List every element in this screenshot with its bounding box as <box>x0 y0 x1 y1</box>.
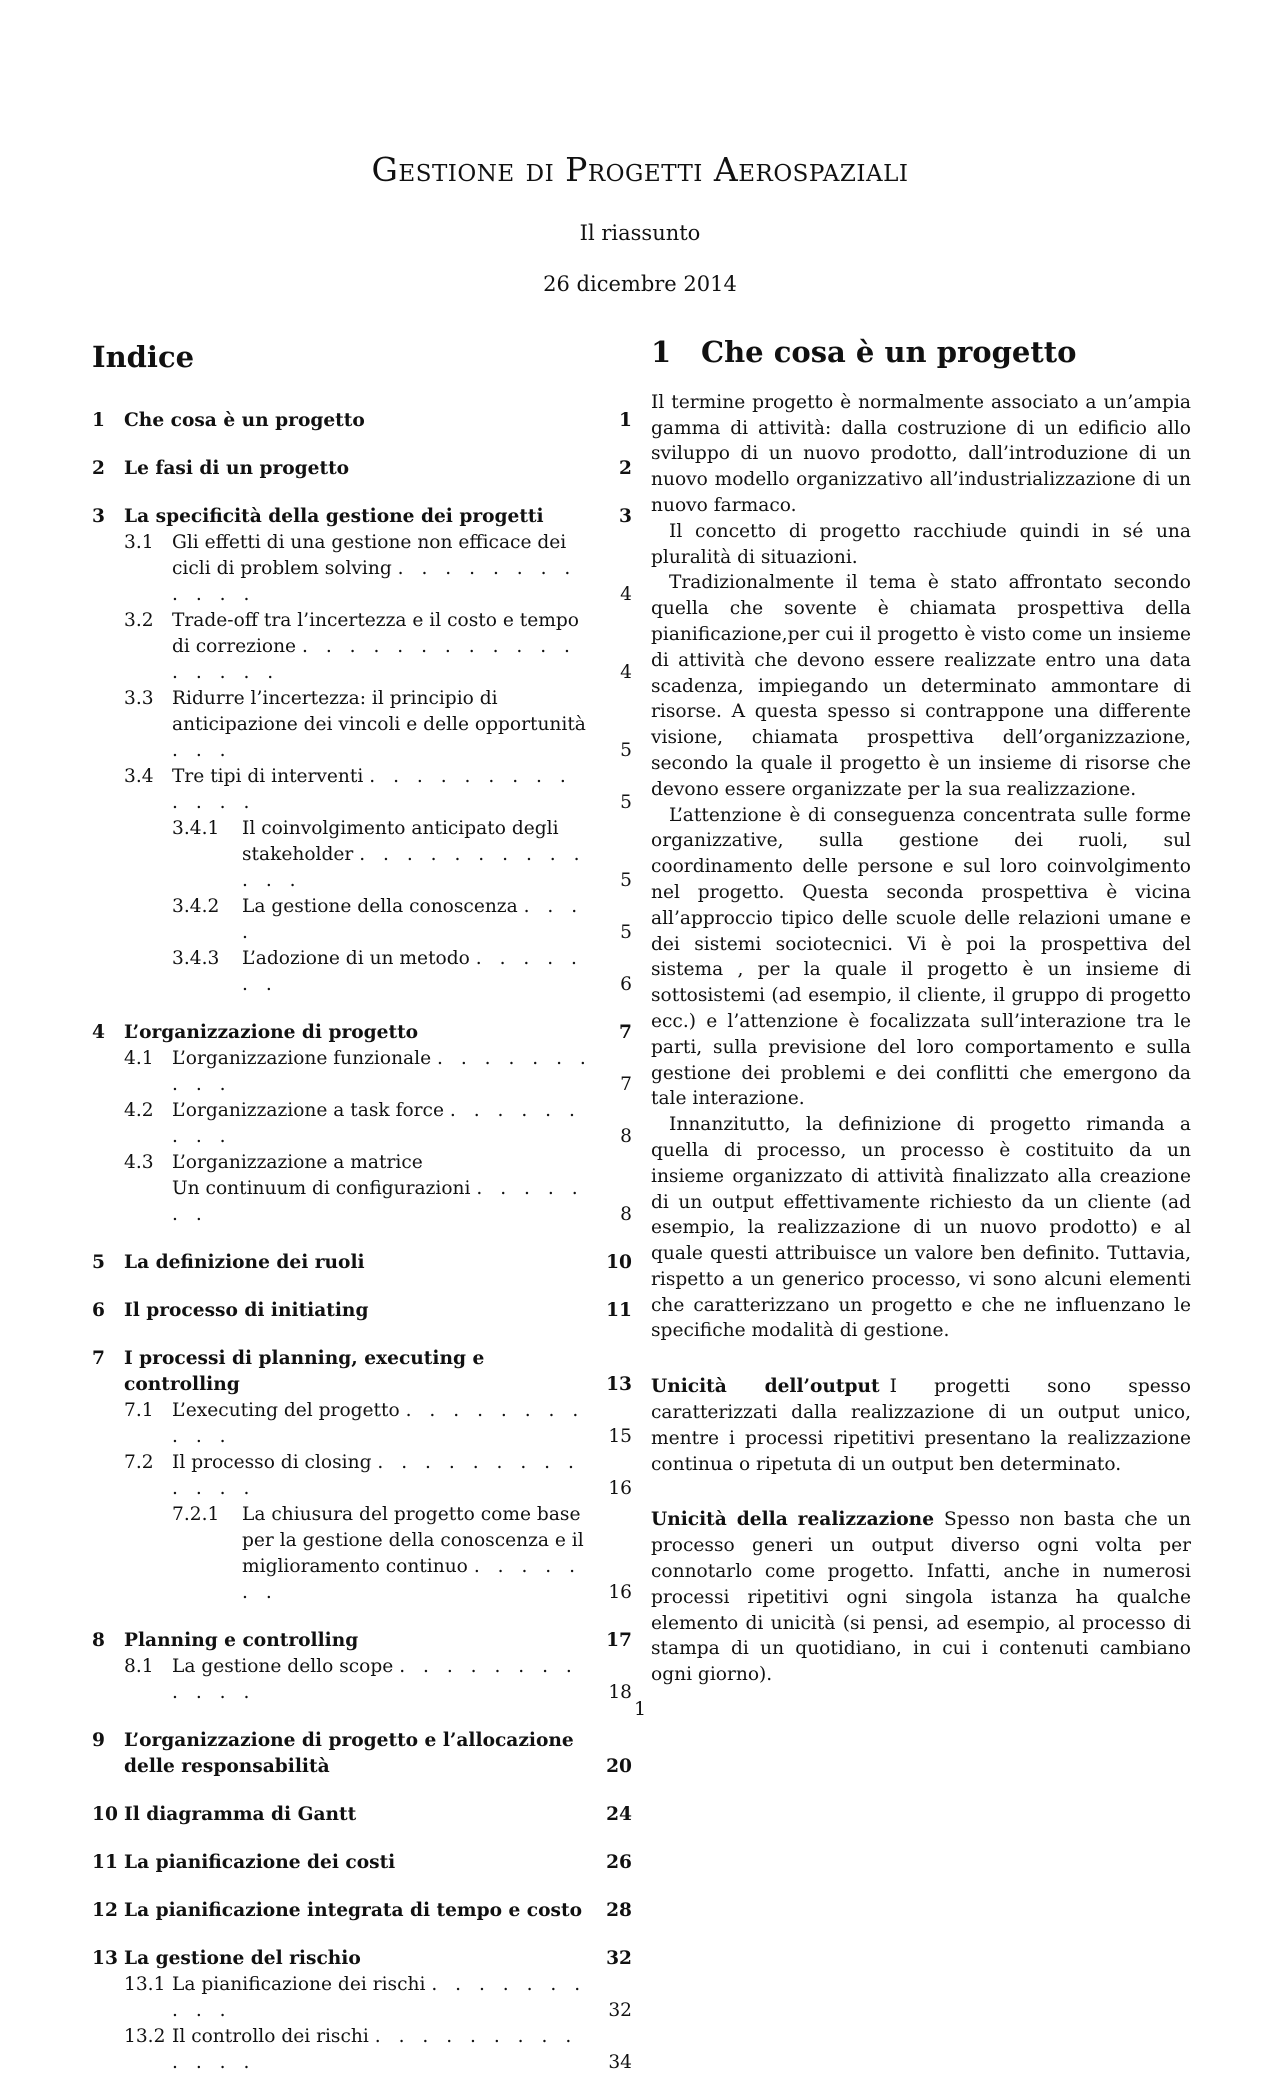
toc-subentry-title: Trade-off tra l’incertezza e il costo e tempo di correzione . . . . . . . . . . . . . . . . . <box>172 610 579 683</box>
toc-subsubentry-number: 7.2.1 <box>172 1504 220 1525</box>
toc-entry-title: I processi di planning, executing e controlling <box>124 1348 485 1395</box>
toc-subentry[interactable] <box>92 1450 632 1502</box>
toc-subentry-page: 5 <box>620 740 632 761</box>
toc-subsubentry-title: La gestione della conoscenza . . . . <box>242 896 584 943</box>
toc-entry-page: 11 <box>606 1300 632 1321</box>
toc-subentry[interactable] <box>92 530 632 608</box>
paragraph-heading: Unicità della realizzazione <box>651 1509 935 1531</box>
toc-entry-number: 8 <box>92 1630 105 1651</box>
toc-subentry[interactable] <box>92 686 632 764</box>
toc-entry-page: 24 <box>606 1804 632 1825</box>
toc-subentry-number: 3.1 <box>124 532 154 553</box>
toc-entry-number: 7 <box>92 1348 105 1369</box>
toc-subsubentry-title: La chiusura del progetto come base per la gestione della conoscenza e il miglioramento continuo . . . . . . . <box>242 1504 584 1603</box>
toc-entry-page: 7 <box>619 1022 632 1043</box>
toc-entry[interactable] <box>92 1298 632 1324</box>
toc-subentry-number: 13.1 <box>124 1974 166 1995</box>
toc-subentry[interactable] <box>92 608 632 686</box>
toc-entry[interactable] <box>92 1946 632 1972</box>
toc-entry[interactable] <box>92 408 632 434</box>
toc-entry-page: 32 <box>606 1948 632 1969</box>
paragraph: Tradizionalmente il tema è stato affrontato secondo quella che sovente è chiamata prospettiva della pianificazione,per cui il progetto è visto come un insieme di attività che devono essere realizzate entro una data scadenza, impiegando un determinato ammontare di risorse. A questa spesso si contrappone una differente visione, chiamata prospettiva dell’organizzazione, secondo la quale il progetto è un insieme di risorse che devono essere organizzate per la sua realizzazione. <box>651 572 1191 800</box>
toc-entry-page: 1 <box>619 410 632 431</box>
paragraph: L’attenzione è di conseguenza concentrata sulle forme organizzative, sulla gestione dei ruoli, sul coordinamento delle persone e sul loro coinvolgimento nel progetto. Questa seconda prospettiva è vicina all’approccio tipico delle scuole delle relazioni umane e dei sistemi sociotecnici. Vi è poi la prospettiva del sistema , per la quale il progetto è un insieme di sottosistemi (ad esempio, il cliente, il gruppo di progetto ecc.) e l’attenzione è focalizzata sull’interazione tra le parti, sulla previsione del loro comportamento e sulla gestione dei problemi e dei conflitti che emergono da tale interazione. <box>651 804 1191 1110</box>
toc-subentry[interactable] <box>92 2024 632 2076</box>
toc-entry-title: La pianificazione dei costi <box>124 1852 396 1873</box>
toc-subentry-number: 4.1 <box>124 1048 154 1069</box>
toc-subentry[interactable] <box>92 1150 632 1228</box>
toc-subentry-page: 8 <box>620 1126 632 1147</box>
toc-entry-page: 2 <box>619 458 632 479</box>
toc-entry-title: Le fasi di un progetto <box>124 458 350 479</box>
toc-entry[interactable] <box>92 1250 632 1276</box>
toc-entry-number: 3 <box>92 506 105 527</box>
toc-subentry-title: L’organizzazione funzionale . . . . . . . . . . <box>172 1048 592 1095</box>
toc-subsubentry-page: 5 <box>620 922 632 943</box>
toc-entry[interactable] <box>92 1728 632 1780</box>
toc-entry[interactable] <box>92 1802 632 1828</box>
toc-entry-title: Planning e controlling <box>124 1630 359 1651</box>
section-heading: 1 Che cosa è un progetto <box>651 335 1077 369</box>
toc-entry-page: 20 <box>606 1756 632 1777</box>
toc-subsubentry[interactable] <box>92 816 632 894</box>
toc-entry-number: 12 <box>92 1900 118 1921</box>
toc-subentry-page: 8 <box>620 1204 632 1225</box>
toc-entry-page: 10 <box>606 1252 632 1273</box>
toc-entry-number: 6 <box>92 1300 105 1321</box>
toc-subsubentry[interactable] <box>92 894 632 946</box>
toc-subentry-page: 7 <box>620 1074 632 1095</box>
document-date: 26 dicembre 2014 <box>543 272 737 296</box>
toc-subentry-page: 16 <box>608 1478 632 1499</box>
page-number: 1 <box>633 1698 647 1720</box>
toc-subentry-title: Il controllo dei rischi . . . . . . . . . . . . . <box>172 2026 578 2073</box>
document-title: Gestione di Progetti Aerospaziali <box>371 150 909 189</box>
toc-subentry-title: L’executing del progetto . . . . . . . . . . . <box>172 1400 585 1447</box>
toc-subsubentry-number: 3.4.2 <box>172 896 220 917</box>
toc-subentry-number: 13.2 <box>124 2026 166 2047</box>
toc-subentry[interactable] <box>92 1046 632 1098</box>
toc-subsubentry[interactable] <box>92 946 632 998</box>
section-1 <box>651 335 1191 1688</box>
toc-subentry-page: 4 <box>620 584 632 605</box>
toc-entry-page: 3 <box>619 506 632 527</box>
toc-entry-number: 11 <box>92 1852 118 1873</box>
toc-subentry-page: 34 <box>608 2052 632 2073</box>
toc-entry-number: 9 <box>92 1730 105 1751</box>
toc-entry-page: 26 <box>606 1852 632 1873</box>
toc-entry-title: La definizione dei ruoli <box>124 1252 365 1273</box>
toc-subentry-title: La pianificazione dei rischi . . . . . . . . . . <box>172 1974 587 2021</box>
toc-entry-number: 5 <box>92 1252 105 1273</box>
toc-entry-page: 17 <box>606 1630 632 1651</box>
toc-subsubentry-number: 3.4.3 <box>172 948 220 969</box>
toc-subentry-title: L’organizzazione a task force . . . . . . . . . <box>172 1100 581 1147</box>
toc-subentry-page: 15 <box>608 1426 632 1447</box>
paragraph-unicita-output: Unicità dell’output I progetti sono spesso caratterizzati dalla realizzazione di un output unico, mentre i processi ripetitivi presentano la realizzazione continua o ripetuta di un output ben determinato. <box>651 1376 1191 1475</box>
toc-subsubentry-page: 6 <box>620 974 632 995</box>
paragraph: Il concetto di progetto racchiude quindi in sé una pluralità di situazioni. <box>651 520 1191 568</box>
paragraph-heading: Unicità dell’output <box>651 1376 880 1398</box>
toc-subsubentry-title: Il coinvolgimento anticipato degli stakeholder . . . . . . . . . . . . . <box>242 818 586 891</box>
toc-subentry-title: L’organizzazione a matrice Un continuum di configurazioni . . . . . . . <box>172 1152 584 1225</box>
toc-entry-title: Che cosa è un progetto <box>124 410 365 431</box>
toc-subentry[interactable] <box>92 1098 632 1150</box>
toc-subentry-number: 7.1 <box>124 1400 154 1421</box>
toc-entry[interactable] <box>92 504 632 530</box>
toc-entry[interactable] <box>92 1346 632 1398</box>
toc-entry-page: 13 <box>606 1374 632 1395</box>
toc-subentry-page: 18 <box>608 1682 632 1703</box>
toc-subentry-title: Tre tipi di interventi . . . . . . . . . . . . . <box>172 766 572 813</box>
paragraph: Il termine progetto è normalmente associato a un’ampia gamma di attività: dalla costruzione di un edificio allo sviluppo di un nuovo prodotto, dall’introduzione di un nuovo modello organizzativo all’industrializzazione di un nuovo farmaco. <box>651 391 1191 516</box>
toc-subentry-page: 32 <box>608 2000 632 2021</box>
paragraph-unicita-realizzazione: Unicità della realizzazione Spesso non basta che un processo generi un output diverso ogni volta per connotarlo come progetto. Infatti, anche in numerosi processi ripetitivi ogni singola istanza ha qualche elemento di unicità (si pensi, ad esempio, al processo di stampa di un quotidiano, in cui i contenuti cambiano ogni giorno). <box>651 1509 1191 1686</box>
toc-entry-number: 4 <box>92 1022 105 1043</box>
toc-entry-title: La gestione del rischio <box>124 1948 361 1969</box>
toc-subsubentry-page: 5 <box>620 870 632 891</box>
toc-subentry[interactable] <box>92 1398 632 1450</box>
toc-entry[interactable] <box>92 456 632 482</box>
toc-entry[interactable] <box>92 1020 632 1046</box>
toc-subentry-number: 4.2 <box>124 1100 154 1121</box>
toc-subentry-number: 3.4 <box>124 766 154 787</box>
toc-entry-page: 28 <box>606 1900 632 1921</box>
toc-entry-title: Il diagramma di Gantt <box>124 1804 357 1825</box>
toc-subentry-title: Il processo di closing . . . . . . . . . . . . . <box>172 1452 580 1499</box>
toc-subentry-title: La gestione dello scope . . . . . . . . . . . . <box>172 1656 578 1703</box>
toc-subsubentry[interactable] <box>92 1502 632 1606</box>
toc-entry-number: 13 <box>92 1948 118 1969</box>
toc-heading: Indice <box>92 340 195 374</box>
toc-subentry-number: 8.1 <box>124 1656 154 1677</box>
toc-entry-number: 1 <box>92 410 105 431</box>
toc-entry-title: L’organizzazione di progetto e l’allocazione delle responsabilità <box>124 1730 574 1777</box>
table-of-contents <box>92 340 632 2076</box>
toc-subentry[interactable] <box>92 1972 632 2024</box>
toc-subentry-page: 5 <box>620 792 632 813</box>
toc-entry-title: L’organizzazione di progetto <box>124 1022 419 1043</box>
toc-subsubentry-number: 3.4.1 <box>172 818 220 839</box>
toc-subsubentry-title: L’adozione di un metodo . . . . . . . <box>242 948 583 995</box>
toc-entry-title: La specificità della gestione dei progetti <box>124 506 544 527</box>
toc-subentry-number: 3.2 <box>124 610 154 631</box>
paragraph: Innanzitutto, la definizione di progetto rimanda a quella di processo, un processo è costituito da un insieme organizzato di attività finalizzato alla creazione di un output effettivamente richiesto da un cliente (ad esempio, la realizzazione di un nuovo prodotto) e al quale questi attribuisce un valore ben definito. Tuttavia, rispetto a un generico processo, vi sono alcuni elementi che caratterizzano un progetto e che ne influenzano le specifiche modalità di gestione. <box>651 1114 1191 1342</box>
toc-subentry-number: 7.2 <box>124 1452 154 1473</box>
toc-entry-number: 10 <box>92 1804 118 1825</box>
toc-subentry-title: Gli effetti di una gestione non efficace dei cicli di problem solving . . . . . . . . . . . . <box>172 532 577 605</box>
toc-entry-title: Il processo di initiating <box>124 1300 369 1321</box>
toc-subentry-number: 3.3 <box>124 688 154 709</box>
toc-entry[interactable] <box>92 1850 632 1876</box>
toc-subentry-number: 4.3 <box>124 1152 154 1173</box>
toc-subentry[interactable] <box>92 764 632 816</box>
toc-subentry-title: Ridurre l’incertezza: il principio di anticipazione dei vincoli e delle opportunità . . . <box>172 688 586 761</box>
toc-entry[interactable] <box>92 1898 632 1924</box>
document-subtitle: Il riassunto <box>579 221 701 245</box>
toc-entry-number: 2 <box>92 458 105 479</box>
toc-entry[interactable] <box>92 1628 632 1654</box>
toc-entry-title: La pianificazione integrata di tempo e costo <box>124 1900 582 1921</box>
toc-subentry-page: 4 <box>620 662 632 683</box>
toc-subsubentry-page: 16 <box>608 1582 632 1603</box>
